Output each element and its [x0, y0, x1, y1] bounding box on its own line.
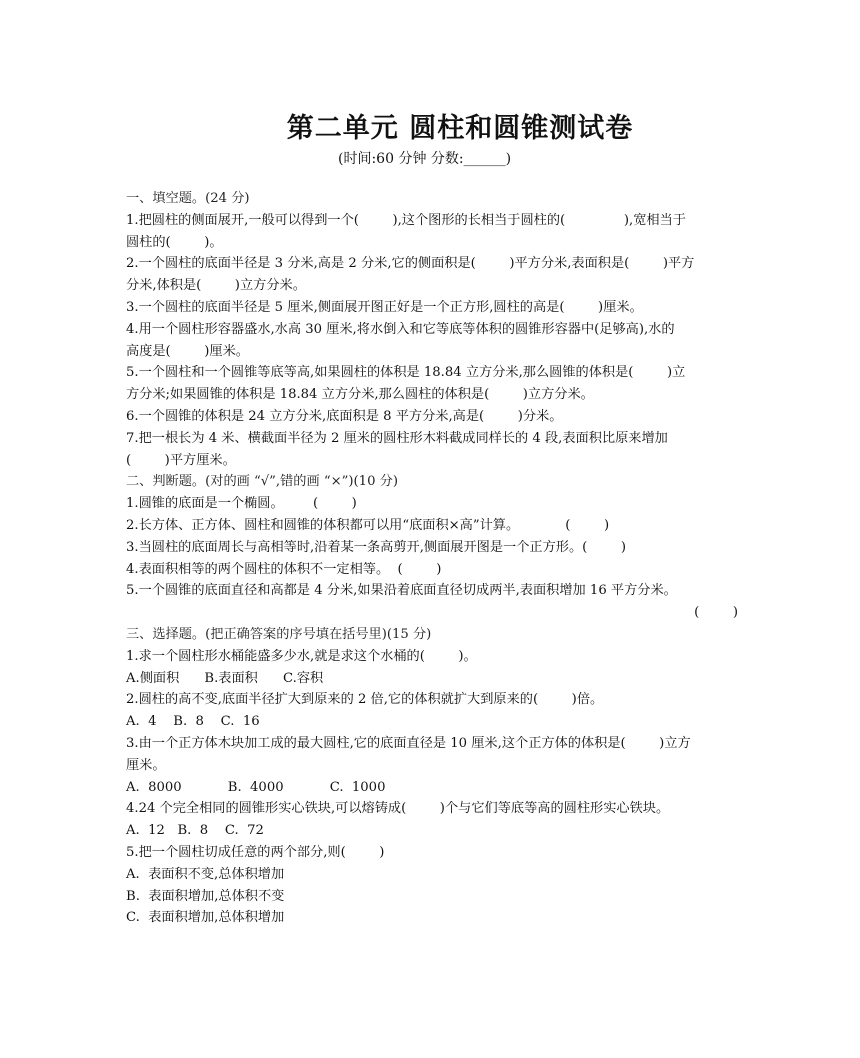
question-line: 分米,体积是( )立方分米。 — [126, 278, 306, 294]
exam-content — [126, 188, 738, 929]
question-line: 2.一个圆柱的底面半径是 3 分米,高是 2 分米,它的侧面积是( )平方分米,表面积是( )平方 — [126, 256, 695, 272]
question-line: 方分米;如果圆锥的体积是 18.84 立方分米,那么圆柱的体积是( )立方分米。 — [126, 387, 594, 403]
question-line: 4.表面积相等的两个圆柱的体积不一定相等。 ( ) — [126, 561, 442, 577]
answer-bracket: ( ) — [694, 605, 738, 621]
section-heading-fill-blank: 一、填空题。(24 分) — [126, 191, 250, 206]
question-line: ( )平方厘米。 — [126, 452, 236, 468]
section-heading-true-false: 二、判断题。(对的画 “√”,错的画 “×”)(10 分) — [126, 474, 398, 490]
question-line: 3.一个圆柱的底面半径是 5 厘米,侧面展开图正好是一个正方形,圆柱的高是( )厘米。 — [126, 299, 643, 315]
question-line: 7.把一根长为 4 米、横截面半径为 2 厘米的圆柱形木料截成同样长的 4 段,表面积比原来增加 — [126, 430, 668, 446]
option-line: B. 表面积增加,总体积不变 — [126, 888, 285, 904]
option-line: C. 表面积增加,总体积增加 — [126, 910, 285, 926]
question-line: 3.当圆柱的底面周长与高相等时,沿着某一条高剪开,侧面展开图是一个正方形。( ) — [126, 539, 626, 555]
question-line: 1.圆锥的底面是一个椭圆。 ( ) — [126, 496, 357, 512]
question-line: 5.一个圆锥的底面直径和高都是 4 分米,如果沿着底面直径切成两半,表面积增加 16 平方分米。 — [126, 583, 677, 599]
question-line: 高度是( )厘米。 — [126, 343, 249, 359]
question-line: 3.由一个正方体木块加工成的最大圆柱,它的底面直径是 10 厘米,这个正方体的体积是( )立方 — [126, 735, 691, 751]
question-line: 1.把圆柱的侧面展开,一般可以得到一个( ),这个图形的长相当于圆柱的( ),宽相当于 — [126, 212, 686, 228]
question-line: 厘米。 — [126, 757, 166, 773]
question-line: 1.求一个圆柱形水桶能盛多少水,就是求这个水桶的( )。 — [126, 648, 477, 664]
section-heading-choice: 三、选择题。(把正确答案的序号填在括号里)(15 分) — [126, 626, 432, 642]
question-line: 2.长方体、正方体、圆柱和圆锥的体积都可以用“底面积×高”计算。 ( ) — [126, 517, 610, 533]
question-line: 4.用一个圆柱形容器盛水,水高 30 厘米,将水倒入和它等底等体积的圆锥形容器中(足够高),水的 — [126, 321, 675, 337]
question-line: 6.一个圆锥的体积是 24 立方分米,底面积是 8 平方分米,高是( )分米。 — [126, 408, 563, 424]
option-line: A. 4 B. 8 C. 16 — [126, 714, 260, 730]
page-subtitle: (时间:60 分钟 分数:______) — [338, 151, 512, 167]
option-line: A. 表面积不变,总体积增加 — [126, 866, 285, 882]
option-line: A.侧面积 B.表面积 C.容积 — [126, 670, 324, 686]
question-line: 5.把一个圆柱切成任意的两个部分,则( ) — [126, 844, 385, 860]
question-line: 圆柱的( )。 — [126, 234, 223, 250]
question-line: 2.圆柱的高不变,底面半径扩大到原来的 2 倍,它的体积就扩大到原来的( )倍。 — [126, 692, 604, 708]
page-title: 第二单元 圆柱和圆锥测试卷 — [286, 113, 634, 144]
option-line: A. 8000 B. 4000 C. 1000 — [126, 779, 386, 795]
option-line: A. 12 B. 8 C. 72 — [126, 823, 264, 839]
question-line: 4.24 个完全相同的圆锥形实心铁块,可以熔铸成( )个与它们等底等高的圆柱形实心铁块。 — [126, 801, 670, 817]
question-line: 5.一个圆柱和一个圆锥等底等高,如果圆柱的体积是 18.84 立方分米,那么圆锥的体积是( )立 — [126, 365, 686, 381]
